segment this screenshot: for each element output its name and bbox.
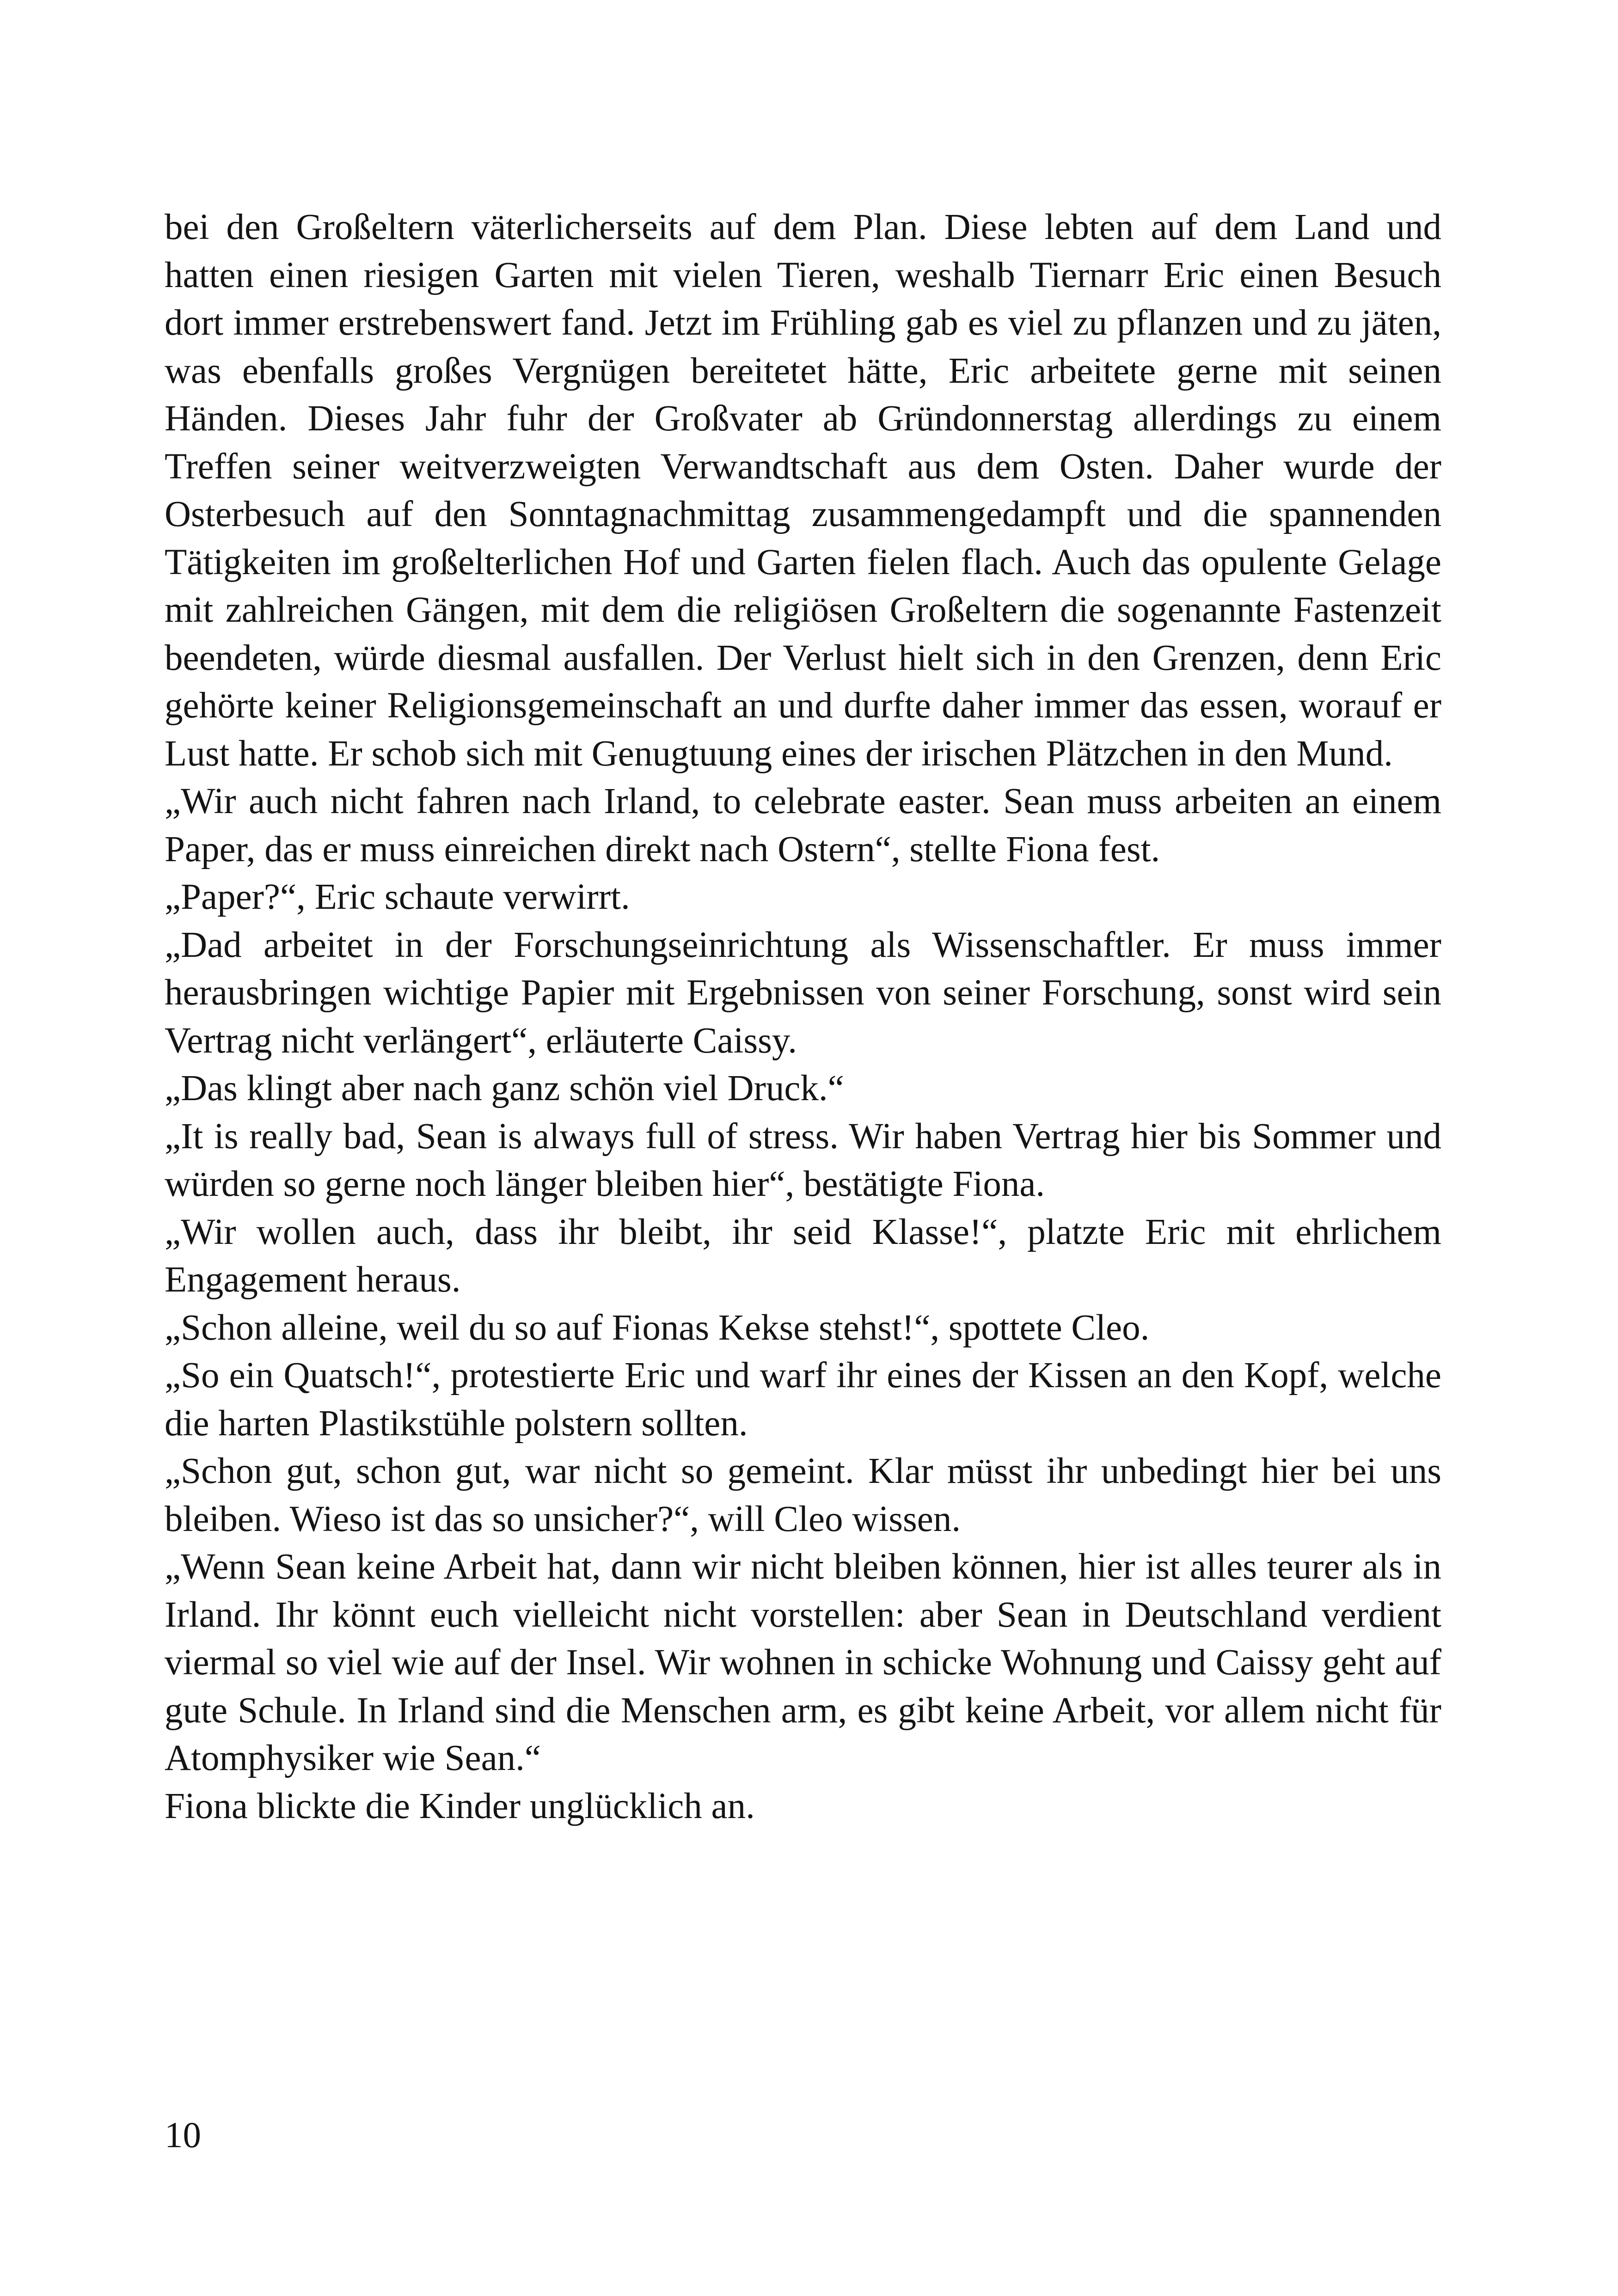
paragraph: „Schon alleine, weil du so auf Fionas Kekse stehst!“, spottete Cleo. xyxy=(165,1307,1150,1348)
paragraph: „Paper?“, Eric schaute verwirrt. xyxy=(165,877,630,917)
paragraph: „Wir auch nicht fahren nach Irland, to celebrate easter. Sean muss arbeiten an einem Paper, das er muss einreichen direkt nach Ostern“, stellte Fiona fest. xyxy=(165,781,1441,869)
body-text xyxy=(165,203,1441,1830)
paragraph: „Wir wollen auch, dass ihr bleibt, ihr seid Klasse!“, platzte Eric mit ehrlichem Engagement heraus. xyxy=(165,1212,1441,1300)
paragraph: „Dad arbeitet in der Forschungseinrichtung als Wissenschaftler. Er muss immer herausbringen wichtige Papier mit Ergebnissen von seiner Forschung, sonst wird sein Vertrag nicht verlängert“, erläuterte Caissy. xyxy=(165,925,1441,1061)
page-number: 10 xyxy=(165,2115,201,2155)
paragraph: „Wenn Sean keine Arbeit hat, dann wir nicht bleiben können, hier ist alles teurer als in Irland. Ihr könnt euch vielleicht nicht vorstellen: aber Sean in Deutschland verdient viermal so viel wie auf der Insel. Wir wohnen in schicke Wohnung und Caissy geht auf gute Schule. In Irland sind die Menschen arm, es gibt keine Arbeit, vor allem nicht für Atomphysiker wie Sean.“ xyxy=(165,1547,1441,1778)
paragraph: „Schon gut, schon gut, war nicht so gemeint. Klar müsst ihr unbedingt hier bei uns bleiben. Wieso ist das so unsicher?“, will Cleo wissen. xyxy=(165,1451,1441,1539)
paragraph: „It is really bad, Sean is always full of stress. Wir haben Vertrag hier bis Sommer und würden so gerne noch länger bleiben hier“, bestätigte Fiona. xyxy=(165,1116,1441,1204)
paragraph: Fiona blickte die Kinder unglücklich an. xyxy=(165,1786,755,1826)
paragraph: „Das klingt aber nach ganz schön viel Druck.“ xyxy=(165,1068,844,1108)
paragraph: bei den Großeltern väterlicherseits auf dem Plan. Diese lebten auf dem Land und hatten einen riesigen Garten mit vielen Tieren, weshalb Tiernarr Eric einen Besuch dort immer erstrebenswert fand. Jetzt im Frühling gab es viel zu pflanzen und zu jäten, was ebenfalls großes Vergnügen bereitetet hätte, Eric arbeitete gerne mit seinen Händen. Dieses Jahr fuhr der Großvater ab Gründonnerstag allerdings zu einem Treffen seiner weitverzweigten Verwandtschaft aus dem Osten. Daher wurde der Osterbesuch auf den Sonntagnachmittag zusammengedampft und die spannenden Tätigkeiten im großelterlichen Hof und Garten fielen flach. Auch das opulente Gelage mit zahlreichen Gängen, mit dem die religiösen Großeltern die sogenannte Fastenzeit beendeten, würde diesmal ausfallen. Der Verlust hielt sich in den Grenzen, denn Eric gehörte keiner Religionsgemeinschaft an und durfte daher immer das essen, worauf er Lust hatte. Er schob sich mit Genugtuung eines der irischen Plätzchen in den Mund. xyxy=(165,207,1441,774)
paragraph: „So ein Quatsch!“, protestierte Eric und warf ihr eines der Kissen an den Kopf, welche die harten Plastikstühle polstern sollten. xyxy=(165,1355,1441,1444)
